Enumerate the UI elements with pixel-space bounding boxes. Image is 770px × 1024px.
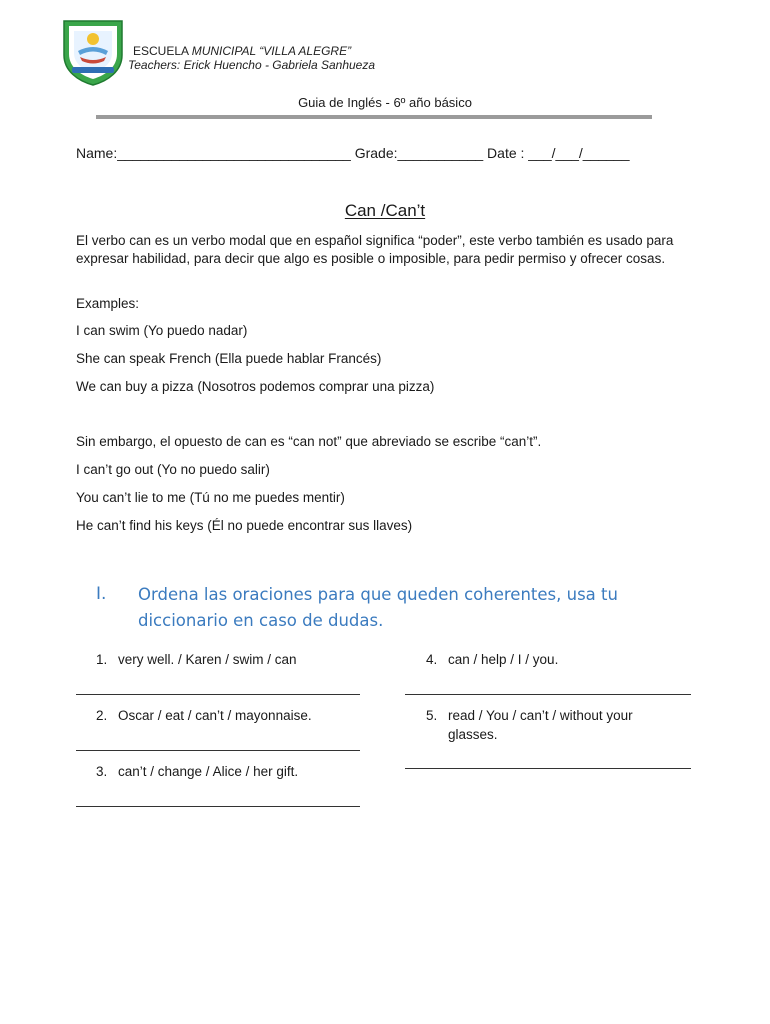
school-crest-icon [58, 17, 128, 87]
item-text: Oscar / eat / can’t / mayonnaise. [118, 708, 312, 723]
title-divider [96, 115, 652, 119]
exercise-item [426, 650, 686, 670]
example-line: I can swim (Yo puedo nadar) [76, 323, 248, 338]
answer-line[interactable] [405, 768, 691, 769]
item-text: can’t / change / Alice / her gift. [118, 764, 299, 779]
answer-line[interactable] [76, 750, 360, 751]
item-number: 3. [96, 764, 108, 779]
example-line: We can buy a pizza (Nosotros podemos comprar una pizza) [76, 379, 435, 394]
student-fields-line: Name:______________________________ Grade:___________ Date : ___/___/______ [76, 145, 630, 161]
school-name: ESCUELA MUNICIPAL “VILLA ALEGRE” [133, 44, 352, 58]
examples-label: Examples: [76, 296, 140, 311]
item-number: 2. [96, 708, 108, 723]
guide-title: Guia de Inglés - 6º año básico [298, 95, 472, 110]
answer-line[interactable] [405, 694, 691, 695]
example-line: She can speak French (Ella puede hablar Francés) [76, 351, 382, 366]
section-number: I. [96, 584, 107, 604]
negative-example-line: I can’t go out (Yo no puedo salir) [76, 462, 270, 477]
teachers-line: Teachers: Erick Huencho - Gabriela Sanhueza [128, 58, 376, 72]
item-number: 4. [426, 652, 438, 667]
negative-intro: Sin embargo, el opuesto de can es “can not” que abreviado se escribe “can’t”. [76, 434, 542, 449]
exercise-item [96, 650, 376, 670]
item-number: 1. [96, 652, 108, 667]
exercise-item [96, 762, 376, 782]
exercise-item [96, 706, 376, 726]
lesson-intro: El verbo can es un verbo modal que en español significa “poder”, este verbo también es usado para expresar habilidad, para decir que algo es posible o imposible, para pedir permiso y ofrecer cosas. [76, 233, 674, 266]
item-text: very well. / Karen / swim / can [118, 652, 297, 667]
lesson-heading: Can /Can’t [344, 201, 426, 220]
negative-example-line: You can’t lie to me (Tú no me puedes mentir) [76, 490, 345, 505]
item-text: read / You / can’t / without your glasses. [448, 708, 633, 742]
item-number: 5. [426, 708, 438, 723]
answer-line[interactable] [76, 806, 360, 807]
answer-line[interactable] [76, 694, 360, 695]
item-text: can / help / I / you. [448, 652, 559, 667]
exercise-item [426, 706, 666, 746]
section-instruction: Ordena las oraciones para que queden coherentes, usa tu diccionario en caso de dudas. [138, 585, 618, 630]
negative-example-line: He can’t find his keys (Él no puede encontrar sus llaves) [76, 518, 413, 533]
